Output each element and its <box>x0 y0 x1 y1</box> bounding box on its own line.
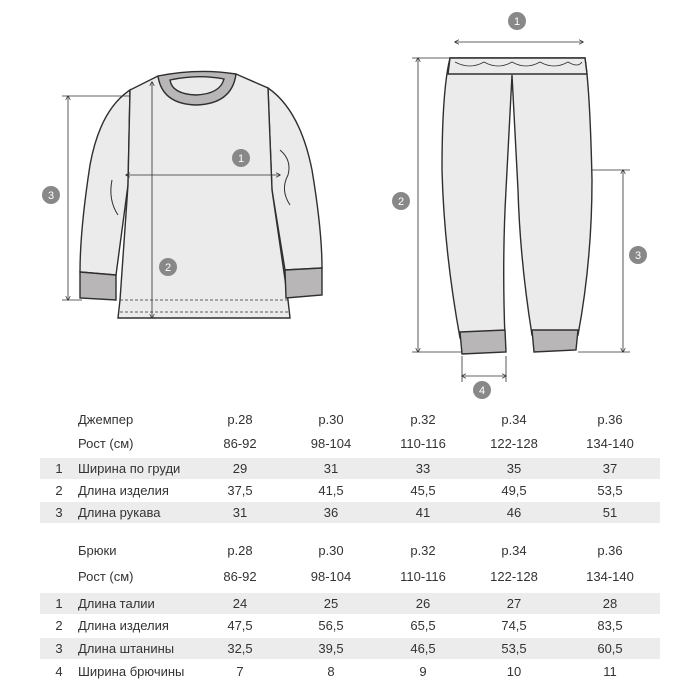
cell: 25 <box>323 596 339 611</box>
size-header: р.30 <box>318 543 344 558</box>
svg-text:1: 1 <box>513 16 521 28</box>
size-header: р.28 <box>227 543 253 558</box>
cell: 32,5 <box>227 641 253 656</box>
cell: 36 <box>323 505 339 520</box>
row-label: Ширина по груди <box>78 461 181 476</box>
cell: 39,5 <box>318 641 344 656</box>
cell: 45,5 <box>410 483 436 498</box>
row-label: Длина талии <box>78 596 155 611</box>
table-row <box>40 661 660 682</box>
cell: 8 <box>327 664 335 679</box>
table-header-row <box>40 540 660 561</box>
pants-illustration <box>442 58 592 354</box>
cell: 9 <box>419 664 427 679</box>
cell: 65,5 <box>410 618 436 633</box>
jumper-illustration <box>80 71 322 318</box>
size-header: р.32 <box>410 412 436 427</box>
svg-text:1: 1 <box>237 153 245 165</box>
cell: 53,5 <box>597 483 623 498</box>
cell: 24 <box>232 596 248 611</box>
height-row <box>40 566 660 587</box>
row-label: Длина изделия <box>78 618 169 633</box>
cell: 53,5 <box>501 641 527 656</box>
cell: 29 <box>232 461 248 476</box>
cell: 10 <box>506 664 522 679</box>
table-row <box>40 458 660 479</box>
cell: 31 <box>232 505 248 520</box>
pants-marker-3 <box>629 246 647 264</box>
height-value: 134-140 <box>586 569 634 584</box>
height-value: 122-128 <box>490 569 538 584</box>
cell: 31 <box>323 461 339 476</box>
cell: 28 <box>602 596 618 611</box>
row-number: 3 <box>55 641 63 656</box>
svg-text:4: 4 <box>478 385 486 397</box>
row-number: 1 <box>55 461 63 476</box>
row-label: Длина штанины <box>78 641 175 656</box>
height-label: Рост (см) <box>78 569 134 584</box>
height-value: 110-116 <box>400 569 446 584</box>
cell: 60,5 <box>597 641 623 656</box>
size-header: р.30 <box>318 412 344 427</box>
cell: 35 <box>506 461 522 476</box>
cell: 41,5 <box>318 483 344 498</box>
table-title: Джемпер <box>78 412 134 427</box>
size-header: р.36 <box>597 412 623 427</box>
cell: 27 <box>506 596 522 611</box>
pants-marker-4 <box>473 381 491 399</box>
row-label: Ширина брючины <box>78 664 185 679</box>
cell: 74,5 <box>501 618 527 633</box>
pants-marker-1 <box>508 12 526 30</box>
table-row <box>40 502 660 523</box>
height-value: 134-140 <box>586 436 634 451</box>
cell: 33 <box>415 461 431 476</box>
cell: 51 <box>602 505 618 520</box>
table-title: Брюки <box>78 543 117 558</box>
cell: 37,5 <box>227 483 253 498</box>
row-number: 1 <box>55 596 63 611</box>
height-value: 86-92 <box>223 569 257 584</box>
size-header: р.36 <box>597 543 623 558</box>
cell: 49,5 <box>501 483 527 498</box>
svg-text:3: 3 <box>634 250 642 262</box>
height-value: 110-116 <box>400 436 446 451</box>
jumper-marker-2 <box>159 258 177 276</box>
table-row <box>40 615 660 636</box>
row-number: 2 <box>55 618 63 633</box>
jumper-marker-3 <box>42 186 60 204</box>
size-header: р.34 <box>501 412 527 427</box>
table-header-row <box>40 409 660 430</box>
cell: 46 <box>506 505 522 520</box>
cell: 83,5 <box>597 618 623 633</box>
row-label: Длина рукава <box>78 505 161 520</box>
row-number: 2 <box>55 483 63 498</box>
cell: 26 <box>415 596 431 611</box>
height-row <box>40 433 660 454</box>
height-value: 98-104 <box>310 436 352 451</box>
height-value: 122-128 <box>490 436 538 451</box>
height-value: 98-104 <box>310 569 352 584</box>
jumper-marker-1 <box>232 149 250 167</box>
cell: 11 <box>603 664 617 679</box>
height-value: 86-92 <box>223 436 257 451</box>
cell: 37 <box>602 461 618 476</box>
size-header: р.34 <box>501 543 527 558</box>
cell: 7 <box>236 664 244 679</box>
cell: 46,5 <box>410 641 436 656</box>
row-label: Длина изделия <box>78 483 169 498</box>
height-label: Рост (см) <box>78 436 134 451</box>
table-row <box>40 638 660 659</box>
table-row <box>40 480 660 501</box>
row-number: 4 <box>55 664 63 679</box>
size-header: р.28 <box>227 412 253 427</box>
svg-text:2: 2 <box>397 196 405 208</box>
cell: 56,5 <box>318 618 344 633</box>
svg-text:2: 2 <box>164 262 172 274</box>
pants-marker-2 <box>392 192 410 210</box>
table-row <box>40 593 660 614</box>
size-header: р.32 <box>410 543 436 558</box>
cell: 41 <box>415 505 431 520</box>
svg-text:3: 3 <box>47 190 55 202</box>
row-number: 3 <box>55 505 63 520</box>
cell: 47,5 <box>227 618 253 633</box>
